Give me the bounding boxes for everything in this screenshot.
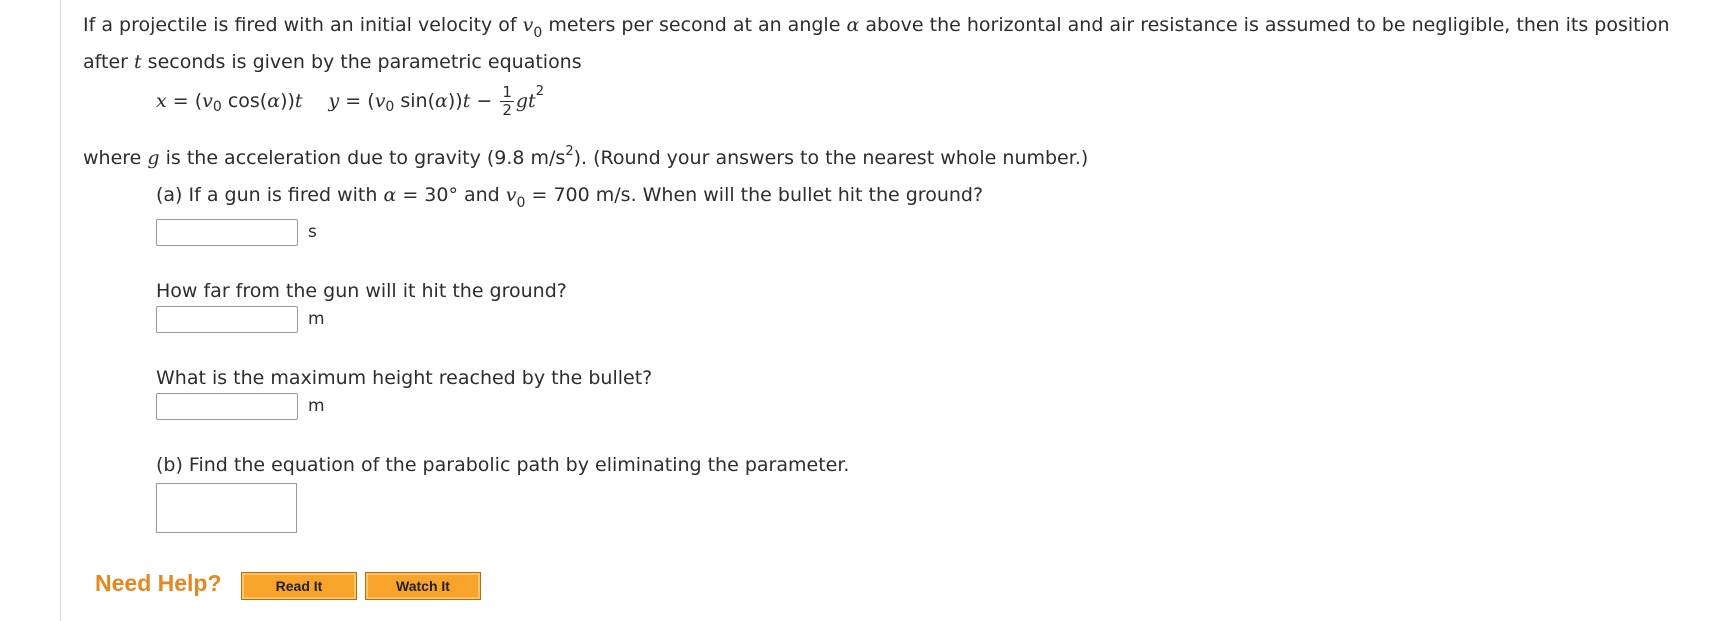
eq-text: = ( [339, 89, 375, 112]
intro-text: seconds is given by the parametric equations [141, 51, 582, 73]
part-a-question [156, 184, 984, 211]
alpha-symbol: α [267, 89, 281, 112]
intro-text: above the horizontal and air resistance is assumed to be negligible, then its position after [83, 14, 1670, 73]
v-symbol: v [522, 14, 534, 36]
eq-text: )) [280, 89, 295, 112]
parabola-equation-input[interactable] [156, 483, 297, 533]
gt-symbol: gt [515, 89, 536, 112]
t-symbol: t [134, 51, 142, 73]
alpha-symbol: α [846, 14, 860, 36]
t-symbol: t [294, 89, 303, 112]
meters-unit: m [308, 309, 325, 329]
fraction-numerator: 1 [502, 83, 512, 101]
seconds-unit: s [308, 222, 317, 242]
question-text: = 700 m/s. When will the bullet hit the ground? [525, 184, 984, 206]
g-symbol: g [147, 147, 160, 169]
time-answer-input[interactable] [156, 219, 298, 246]
left-divider [60, 0, 61, 621]
need-help-label: Need Help? [95, 570, 222, 596]
read-it-button[interactable]: Read It [241, 572, 357, 600]
eq-text: cos( [221, 89, 268, 112]
fraction-denominator: 2 [502, 101, 512, 119]
v-symbol: v [202, 89, 213, 112]
one-half-fraction [500, 85, 514, 118]
subscript: 0 [385, 98, 395, 115]
question-text: (a) If a gun is fired with [156, 184, 384, 206]
alpha-symbol: α [435, 89, 448, 112]
v-symbol: v [374, 89, 386, 112]
eq-text: )) [447, 89, 463, 112]
minus-sign: − [470, 89, 499, 112]
note-text: where [83, 147, 148, 169]
superscript: 2 [535, 84, 544, 99]
parametric-equations [156, 84, 544, 117]
eq-text: sin( [394, 89, 436, 112]
y-symbol: y [328, 89, 340, 112]
v-symbol: v [505, 184, 517, 206]
subscript: 0 [212, 98, 222, 115]
part-b-question: (b) Find the equation of the parabolic path by eliminating the parameter. [156, 454, 850, 476]
problem-intro [83, 8, 1713, 80]
distance-question: How far from the gun will it hit the ground? [156, 280, 567, 302]
eq-text: = ( [166, 89, 203, 112]
question-text: = 30° and [396, 184, 506, 206]
gravity-note [83, 144, 1089, 169]
alpha-symbol: α [383, 184, 397, 206]
intro-text: If a projectile is fired with an initial velocity of [83, 14, 523, 36]
meters-unit: m [308, 396, 325, 416]
subscript: 0 [533, 25, 543, 41]
note-text: ). (Round your answers to the nearest whole number.) [573, 147, 1089, 169]
superscript: 2 [565, 144, 574, 159]
watch-it-button[interactable]: Watch It [365, 572, 481, 600]
note-text: is the acceleration due to gravity (9.8 m/s [159, 147, 566, 169]
x-symbol: x [156, 89, 167, 112]
subscript: 0 [516, 195, 526, 211]
intro-text: meters per second at an angle [542, 14, 847, 36]
t-symbol: t [462, 89, 471, 112]
height-question: What is the maximum height reached by the bullet? [156, 367, 653, 389]
distance-answer-input[interactable] [156, 306, 298, 333]
height-answer-input[interactable] [156, 393, 298, 420]
